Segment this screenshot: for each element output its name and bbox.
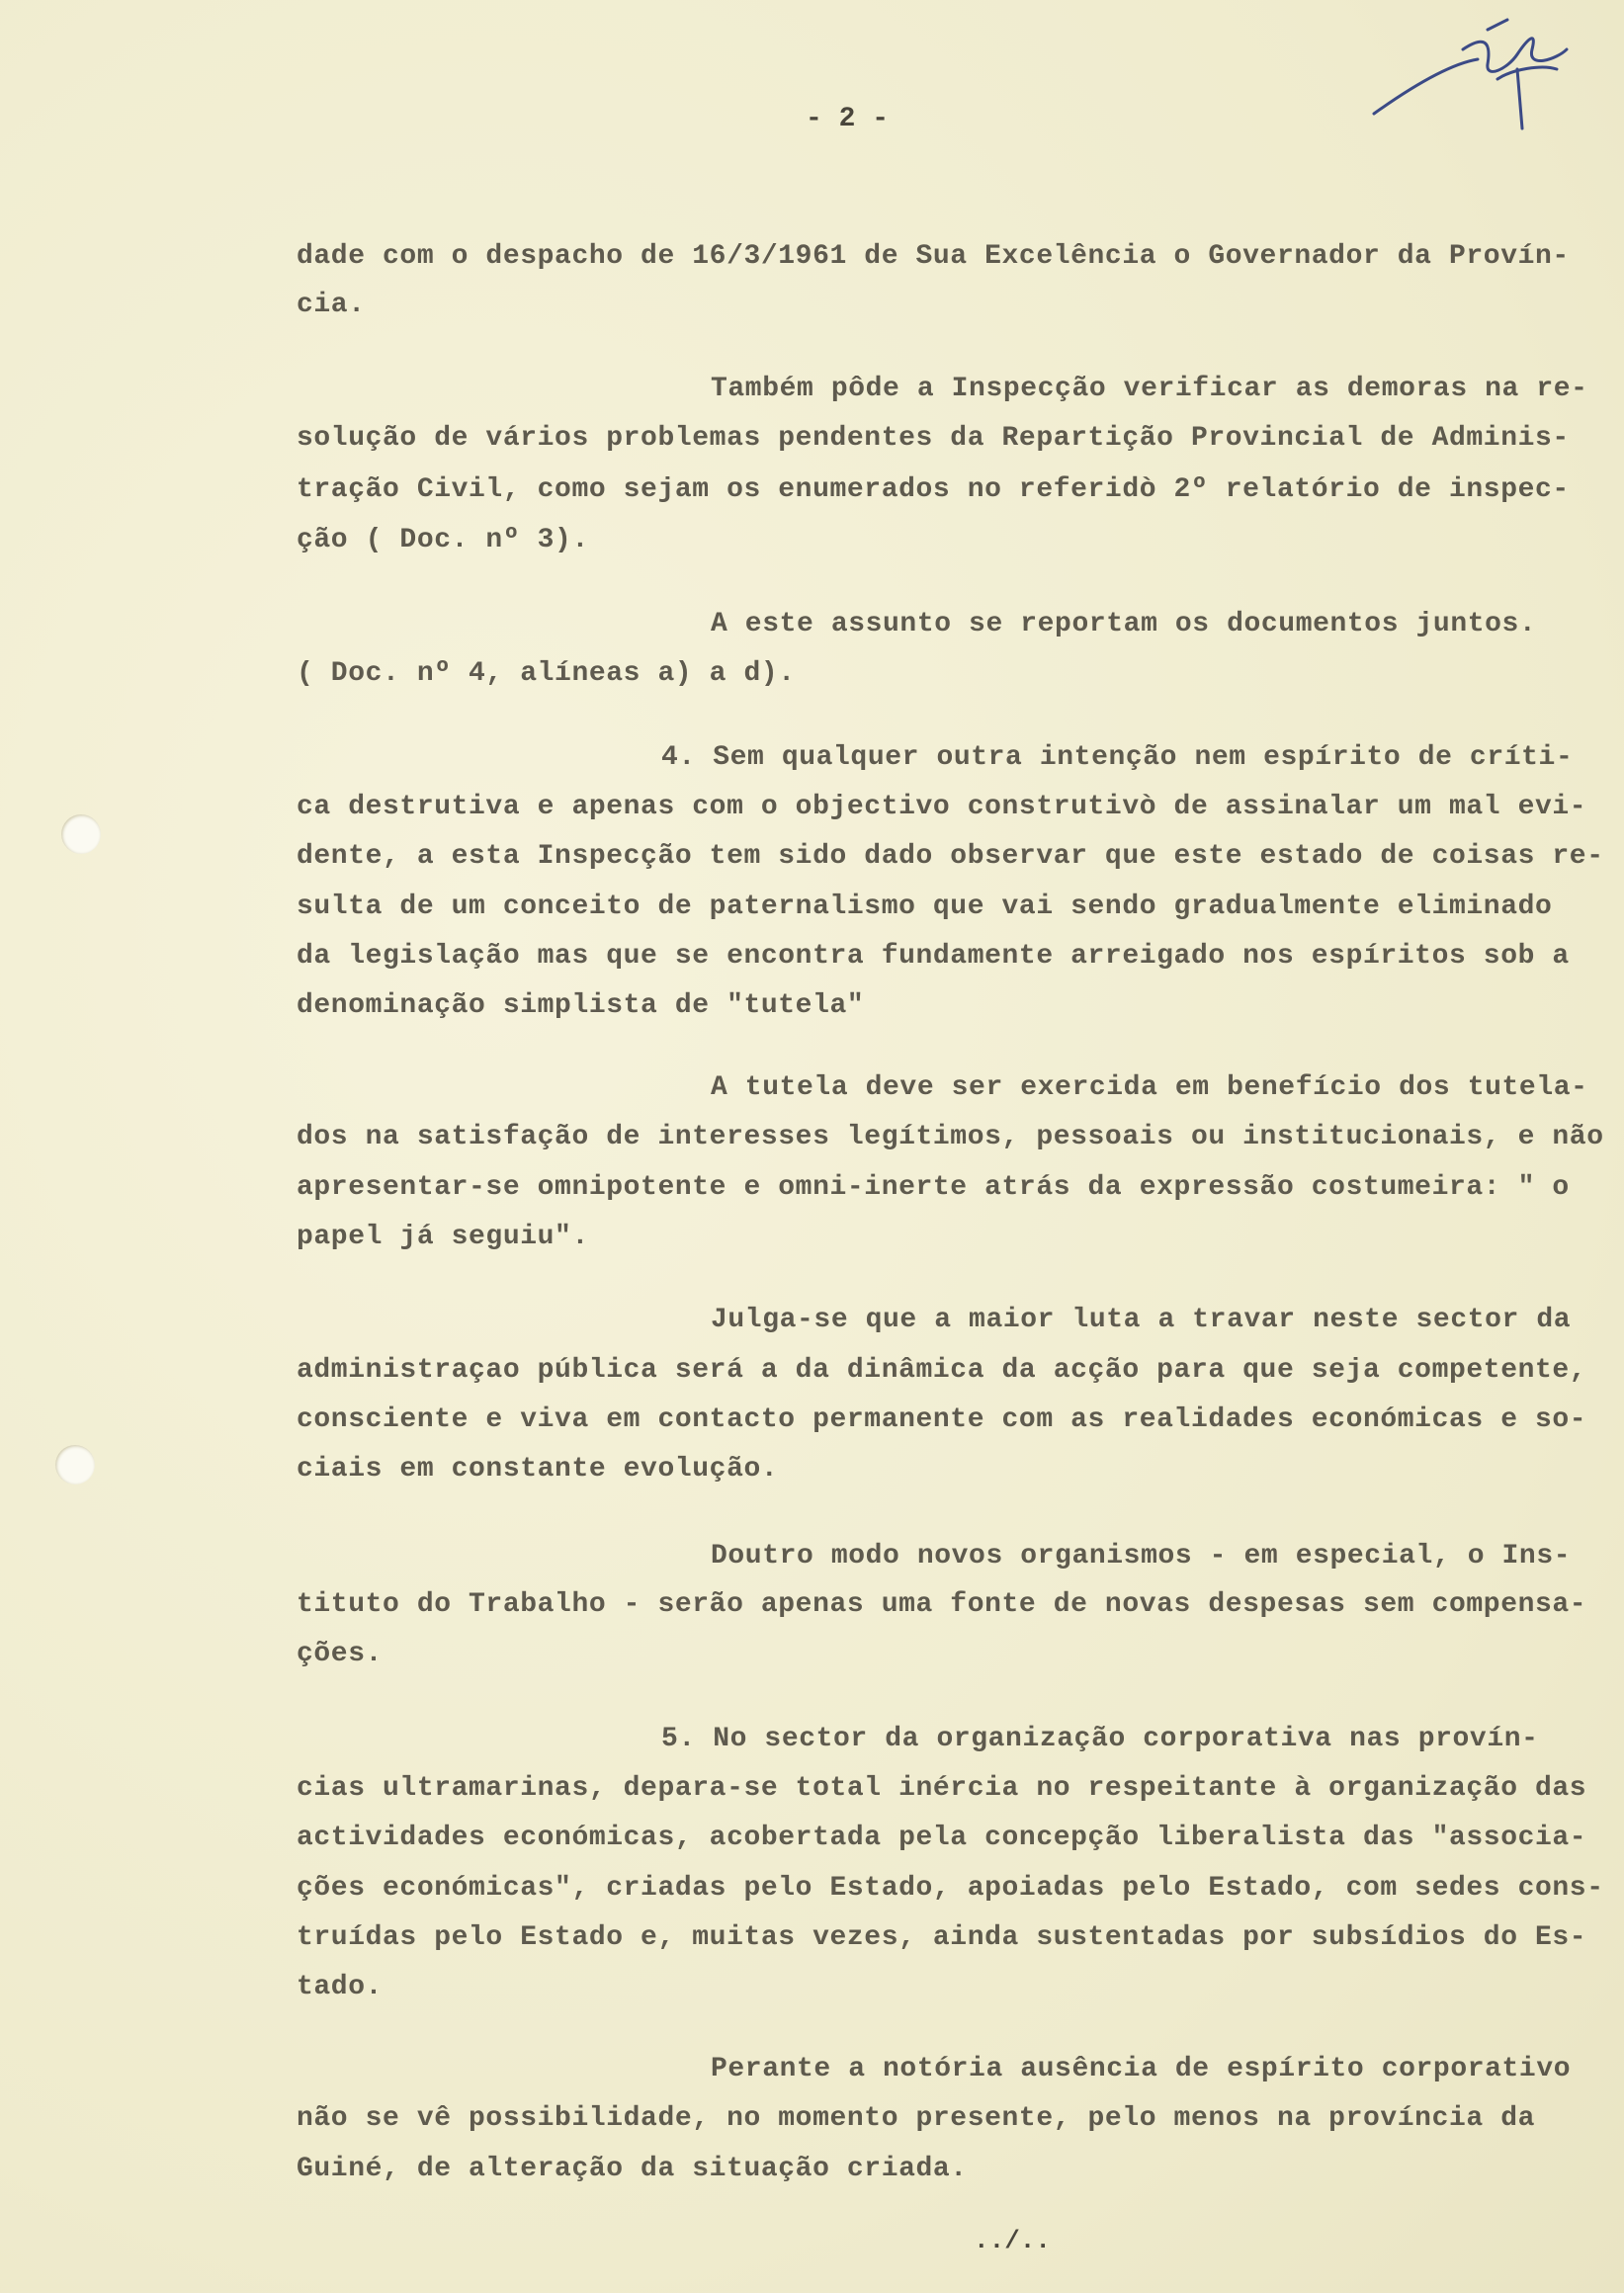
punch-hole-bottom (55, 1445, 95, 1485)
text-line: truídas pelo Estado e, muitas vezes, ainda sustentadas por subsídios do Es- (297, 1922, 1587, 1953)
text-line: cia. (297, 290, 366, 320)
text-line: Julga-se que a maior luta a travar neste sector da (711, 1305, 1572, 1335)
text-line: tado. (297, 1972, 384, 2002)
text-line: da legislação mas que se encontra fundamente arreigado nos espíritos sob a (297, 941, 1570, 972)
text-line: denominação simplista de "tutela" (297, 990, 865, 1021)
text-line: não se vê possibilidade, no momento presente, pelo menos na província da (297, 2103, 1535, 2134)
text-line: dade com o despacho de 16/3/1961 de Sua Excelência o Governador da Provín- (297, 241, 1570, 272)
text-line: papel já seguiu". (297, 1222, 589, 1252)
text-line: Perante a notória ausência de espírito corporativo (711, 2054, 1572, 2084)
text-line: solução de vários problemas pendentes da Repartição Provincial de Adminis- (297, 423, 1570, 454)
continuation-mark: ../.. (974, 2226, 1052, 2255)
text-line: 5. No sector da organização corporativa nas provín- (661, 1724, 1539, 1754)
text-line: ca destrutiva e apenas com o objectivo construtivò de assinalar um mal evi- (297, 792, 1587, 822)
text-line: dente, a esta Inspecção tem sido dado observar que este estado de coisas re- (297, 841, 1604, 872)
text-line: ções. (297, 1639, 384, 1669)
handwritten-signature (1369, 10, 1586, 138)
text-line: A este assunto se reportam os documentos juntos. (711, 609, 1537, 639)
text-line: actividades económicas, acobertada pela concepção liberalista das "associa- (297, 1823, 1587, 1853)
page-number: - 2 - (806, 104, 890, 134)
text-line: apresentar-se omnipotente e omni-inerte atrás da expressão costumeira: " o (297, 1172, 1570, 1203)
text-line: Guiné, de alteração da situação criada. (297, 2154, 968, 2184)
text-line: consciente e viva em contacto permanente com as realidades económicas e so- (297, 1404, 1587, 1435)
text-line: ciais em constante evolução. (297, 1454, 779, 1485)
text-line: A tutela deve ser exercida em benefício dos tutela- (711, 1072, 1588, 1103)
text-line: Doutro modo novos organismos - em especial, o Ins- (711, 1541, 1572, 1571)
text-line: tituto do Trabalho - serão apenas uma fonte de novas despesas sem compensa- (297, 1589, 1587, 1620)
text-line: Também pôde a Inspecção verificar as demoras na re- (711, 374, 1588, 404)
text-line: ( Doc. nº 4, alíneas a) a d). (297, 658, 796, 689)
text-line: cias ultramarinas, depara-se total inércia no respeitante à organização das (297, 1773, 1587, 1804)
text-line: 4. Sem qualquer outra intenção nem espírito de críti- (661, 742, 1574, 773)
text-line: dos na satisfação de interesses legítimos, pessoais ou institucionais, e não (297, 1122, 1604, 1152)
text-line: administraçao pública será a da dinâmica da acção para que seja competente, (297, 1355, 1587, 1386)
punch-hole-top (61, 814, 101, 854)
text-line: ções económicas", criadas pelo Estado, apoiadas pelo Estado, com sedes cons- (297, 1873, 1604, 1904)
text-line: ção ( Doc. nº 3). (297, 525, 589, 555)
text-line: tração Civil, como sejam os enumerados no referidò 2º relatório de inspec- (297, 474, 1570, 505)
text-line: sulta de um conceito de paternalismo que vai sendo gradualmente eliminado (297, 892, 1553, 922)
